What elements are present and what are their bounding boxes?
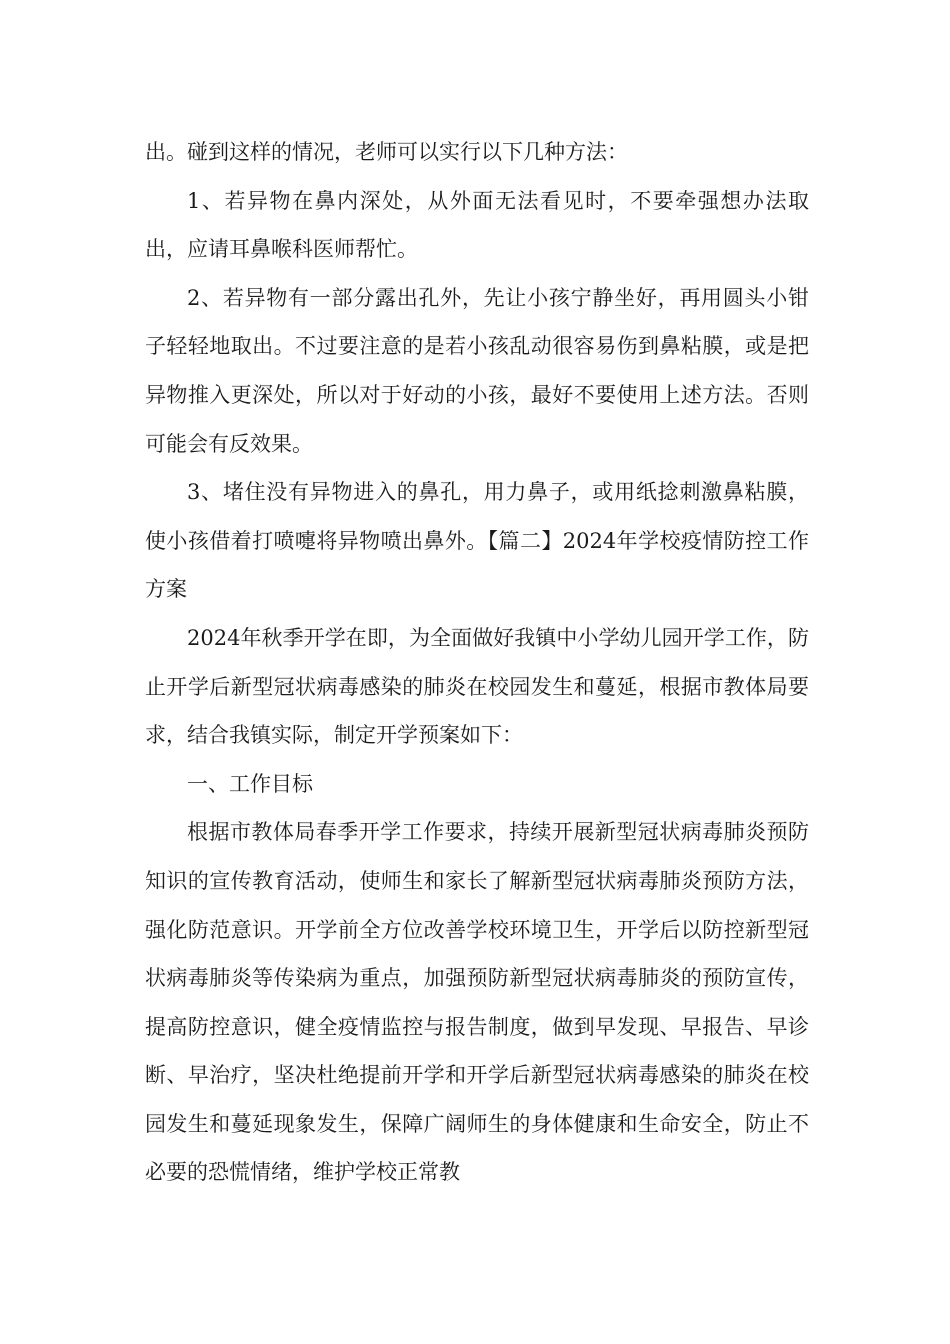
paragraph-method-2: 2、若异物有一部分露出孔外，先让小孩宁静坐好，再用圆头小钳子轻轻地取出。不过要注意的是若小孩乱动很容易伤到鼻粘膜，或是把异物推入更深处，所以对于好动的小孩，最好不要使用上述方法。否则可能会有反效果。 <box>145 285 809 456</box>
section-heading-work-goals: 一、工作目标 <box>187 771 313 796</box>
paragraph-work-goals: 根据市教体局春季开学工作要求，持续开展新型冠状病毒肺炎预防知识的宣传教育活动，使师生和家长了解新型冠状病毒肺炎预防方法，强化防范意识。开学前全方位改善学校环境卫生，开学后以防控新型冠状病毒肺炎等传染病为重点，加强预防新型冠状病毒肺炎的预防宣传，提高防控意识，健全疫情监控与报告制度，做到早发现、早报告、早诊断、早治疗，坚决杜绝提前开学和开学后新型冠状病毒感染的肺炎在校园发生和蔓延现象发生，保障广阔师生的身体健康和生命安全，防止不必要的恐慌情绪，维护学校正常教 <box>145 820 809 1185</box>
paragraph-intro-line: 出。碰到这样的情况，老师可以实行以下几种方法： <box>145 140 628 164</box>
paragraph-plan-intro: 2024年秋季开学在即，为全面做好我镇中小学幼儿园开学工作，防止开学后新型冠状病毒感染的肺炎在校园发生和蔓延，根据市教体局要求，结合我镇实际，制定开学预案如下： <box>145 625 809 748</box>
document-body <box>145 128 809 1197</box>
paragraph-method-3: 3、堵住没有异物进入的鼻孔，用力鼻子，或用纸捻刺激鼻粘膜，使小孩借着打喷嚏将异物喷出鼻外。【篇二】2024年学校疫情防控工作方案 <box>145 480 809 602</box>
paragraph-method-1: 1、若异物在鼻内深处，从外面无法看见时，不要牵强想办法取出，应请耳鼻喉科医师帮忙。 <box>145 188 809 262</box>
